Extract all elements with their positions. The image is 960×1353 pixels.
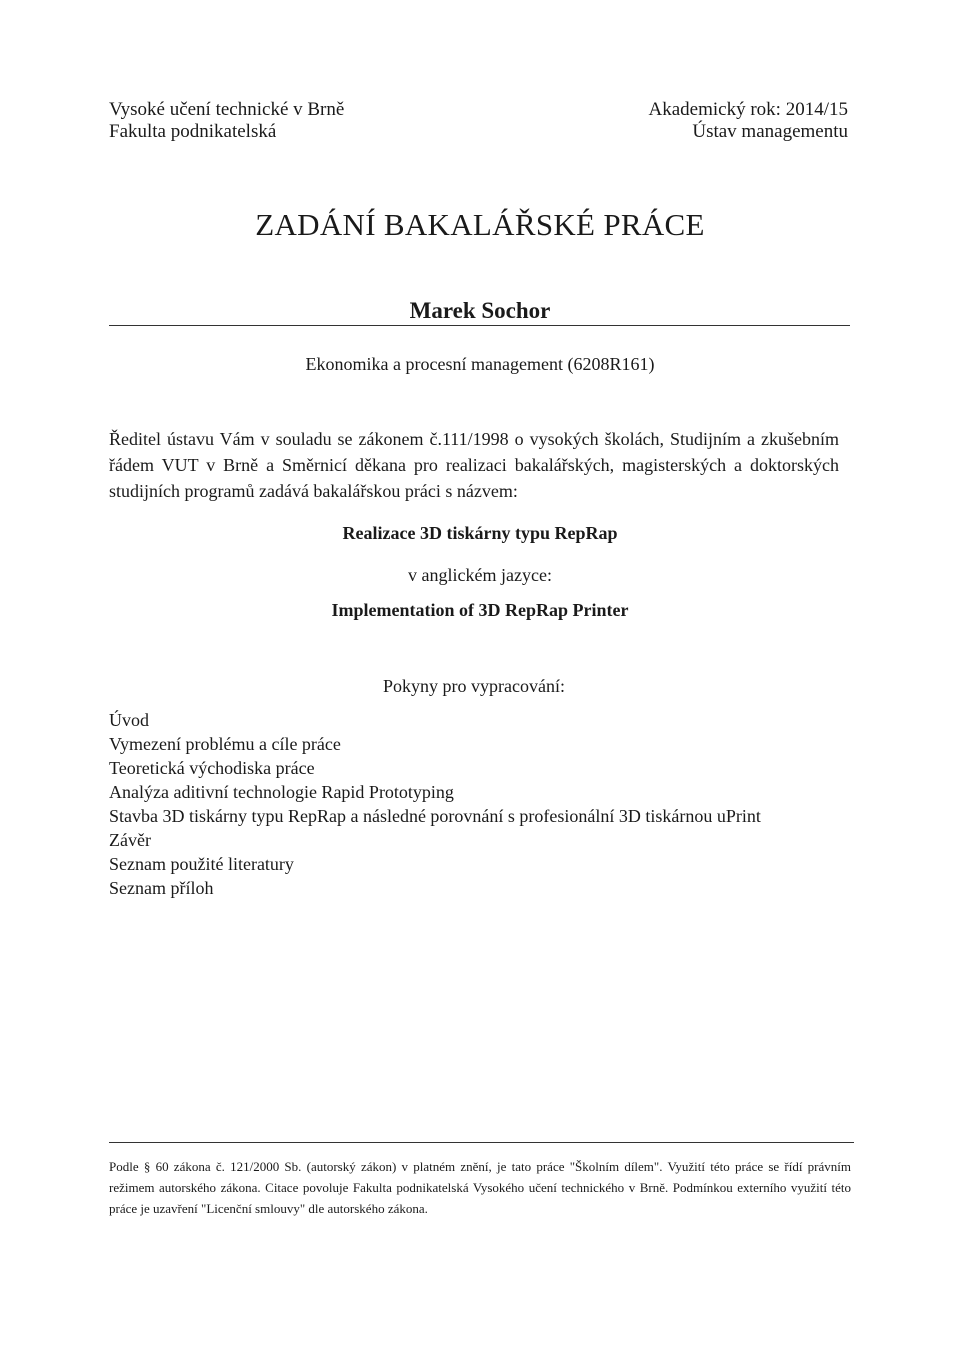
footnote-divider: [109, 1142, 854, 1143]
thesis-title: Realizace 3D tiskárny typu RepRap: [342, 523, 618, 543]
english-language-label: v anglickém jazyce:: [408, 565, 552, 585]
list-item: Teoretická východiska práce: [109, 758, 315, 778]
list-item: Seznam použité literatury: [109, 854, 294, 874]
list-item: Závěr: [109, 830, 151, 850]
institute-name: Ústav managementu: [692, 121, 848, 142]
footnote-text: Podle § 60 zákona č. 121/2000 Sb. (autorský zákon) v platném znění, je tato práce "Školním dílem". Využití této práce se řídí právním režimem autorského zákona. Citace povoluje Fakulta podnikatelská Vysokého učení technického v Brně. Podmínkou externího využití této práce je uzavření "Licenční smlouvy" dle autorského zákona.: [109, 1159, 851, 1216]
instructions-list: [109, 708, 761, 900]
university-name: Vysoké učení technické v Brně: [109, 99, 345, 120]
list-item: Stavba 3D tiskárny typu RepRap a následné porovnání s profesionální 3D tiskárnou uPrint: [109, 806, 761, 826]
academic-year: Akademický rok: 2014/15: [648, 99, 848, 120]
study-program: Ekonomika a procesní management (6208R161): [305, 354, 655, 374]
student-name: Marek Sochor: [409, 298, 551, 323]
faculty-name: Fakulta podnikatelská: [109, 121, 277, 142]
list-item: Vymezení problému a cíle práce: [109, 734, 341, 754]
thesis-title-english: Implementation of 3D RepRap Printer: [331, 600, 629, 620]
instructions-heading: Pokyny pro vypracování:: [383, 676, 565, 696]
document-title: ZADÁNÍ BAKALÁŘSKÉ PRÁCE: [255, 207, 705, 242]
list-item: Úvod: [109, 710, 149, 730]
intro-paragraph: Ředitel ústavu Vám v souladu se zákonem č.111/1998 o vysokých školách, Studijním a zkušebním řádem VUT v Brně a Směrnicí děkana pro realizaci bakalářských, magisterských a doktorských studijních programů zadává bakalářskou práci s názvem:: [109, 429, 839, 501]
name-underline: [109, 325, 850, 326]
list-item: Analýza aditivní technologie Rapid Prototyping: [109, 782, 454, 802]
list-item: Seznam příloh: [109, 878, 214, 898]
